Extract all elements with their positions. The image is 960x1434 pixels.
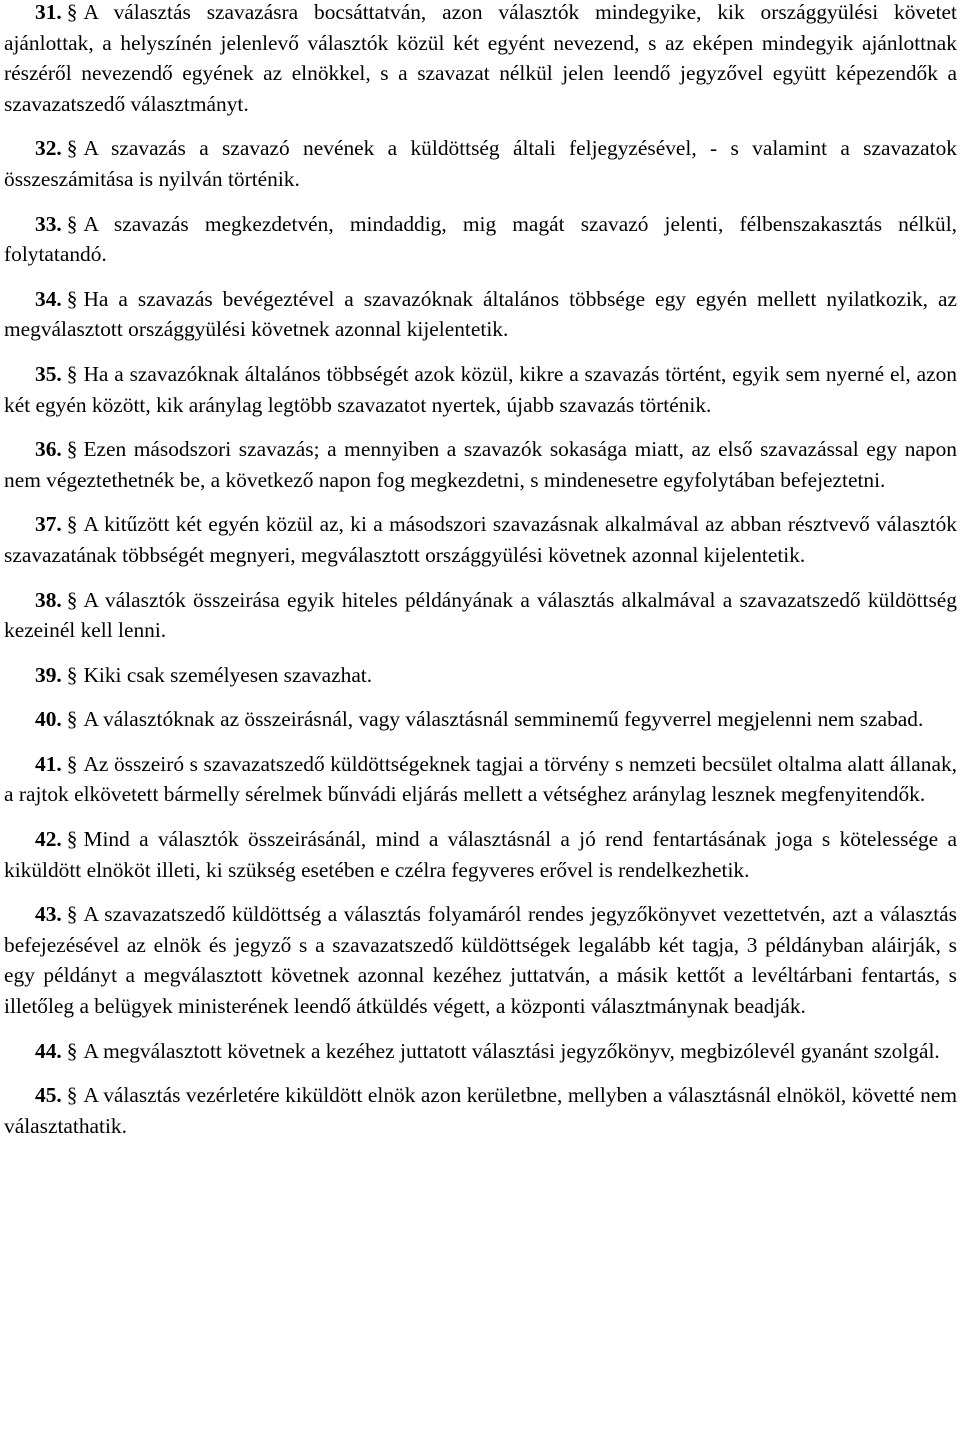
article-number: 41. (35, 751, 62, 776)
article-42 (4, 824, 957, 885)
article-number: 43. (35, 902, 62, 927)
article-text: A választás vezérletére kiküldött elnök azon kerületbne, mellyben a választásnál elnököl, követté nem választathatik. (4, 1083, 957, 1138)
section-sign: § (66, 512, 78, 537)
article-text: A kitűzött két egyén közül az, ki a másodszori szavazásnak alkalmával az abban résztvevő választók szavazatának többségét megnyeri, megválasztott országgyülési követnek azonnal kijelentetik. (4, 512, 957, 567)
article-38 (4, 585, 957, 646)
article-43 (4, 899, 957, 1021)
article-text: Az összeiró s szavazatszedő küldöttségeknek tagjai a törvény s nemzeti becsület oltalma alatt állanak, a rajtok elkövetett bármelly sérelmek bűnvádi eljárás mellett a vétséghez aránylag lesznek megfenyitendők. (4, 751, 957, 807)
article-34 (4, 284, 957, 345)
article-35 (4, 359, 957, 420)
article-number: 31. (35, 0, 62, 24)
article-33 (4, 209, 957, 270)
article-number: 37. (35, 512, 62, 537)
article-41 (4, 749, 957, 810)
article-text: Mind a választók összeirásánál, mind a választásnál a jó rend fentartásának joga s kötelessége a kiküldött elnököt illeti, ki szükség esetében e czélra fegyveres erővel is rendelkezhetik. (4, 827, 957, 882)
article-45 (4, 1080, 957, 1141)
article-text: A választás szavazásra bocsáttatván, azon választók mindegyike, kik országgyülési követet ajánlottak, a helyszínén jelenlevő választók közül két egyént nevezend, s az eképen mindegyik ajánlottnak részéről nevezendő egyének az elnökkel, s a szavazat nélkül jelen leendő jegyzővel együtt képezendők a szavazatszedő választmányt. (4, 0, 957, 116)
article-text: Ha a szavazóknak általános többségét azok közül, kikre a szavazás történt, egyik sem nyerné el, azon két egyén között, kik aránylag legtöbb szavazatot nyertek, újabb szavazás történik. (4, 361, 957, 417)
section-sign: § (66, 437, 78, 462)
article-number: 42. (35, 827, 62, 852)
section-sign: § (66, 827, 78, 852)
article-text: A szavazatszedő küldöttség a választás folyamáról rendes jegyzőkönyvet vezettetvén, azt a választás befejezésével az elnök és jegyző s a szavazatszedő küldöttségek legalább két tagja, 3 példányban aláirják, s egy példányt a megválasztott követnek azonnal kezéhez juttatván, a másik kettőt a levéltárbani fentartás, s illetőleg a belügyek ministerének leendő átküldés végett, a központi választmánynak beadják. (4, 902, 957, 1019)
section-sign: § (66, 1038, 78, 1063)
article-37 (4, 509, 957, 570)
section-sign: § (66, 286, 78, 311)
article-number: 36. (35, 437, 62, 462)
article-text: A választók összeirása egyik hiteles példányának a választás alkalmával a szavazatszedő küldöttség kezeinél kell lenni. (4, 587, 957, 643)
section-sign: § (66, 587, 78, 612)
article-number: 35. (35, 361, 62, 386)
section-sign: § (66, 751, 78, 776)
section-sign: § (66, 0, 78, 24)
article-36 (4, 434, 957, 495)
section-sign: § (66, 707, 78, 732)
section-sign: § (66, 902, 78, 927)
article-text: Ezen másodszori szavazás; a mennyiben a szavazók sokasága miatt, az első szavazással egy napon nem végeztethetnék be, a következő napon fog megkezdetni, s mindenesetre egyfolytában befejeztetni. (4, 437, 957, 492)
article-number: 40. (35, 707, 62, 732)
article-text: Kiki csak személyesen szavazhat. (83, 662, 373, 687)
article-44 (4, 1036, 957, 1067)
section-sign: § (66, 361, 78, 386)
article-number: 34. (35, 286, 62, 311)
article-31 (4, 0, 957, 119)
article-text: A szavazás megkezdetvén, mindaddig, mig magát szavazó jelenti, félbenszakasztás nélkül, folytatandó. (4, 211, 957, 267)
article-32 (4, 133, 957, 194)
article-text: A megválasztott követnek a kezéhez juttatott választási jegyzőkönyv, megbizólevél gyanánt szolgál. (83, 1038, 940, 1063)
section-sign: § (66, 211, 78, 236)
article-text: A szavazás a szavazó nevének a küldöttség általi feljegyzésével, - s valamint a szavazatok összeszámitása is nyilván történik. (4, 136, 957, 191)
article-number: 45. (35, 1083, 62, 1108)
section-sign: § (66, 136, 78, 161)
article-number: 33. (35, 211, 62, 236)
section-sign: § (66, 1083, 78, 1108)
section-sign: § (66, 662, 78, 687)
article-number: 39. (35, 662, 62, 687)
article-text: A választóknak az összeirásnál, vagy választásnál semminemű fegyverrel megjelenni nem szabad. (83, 707, 924, 732)
article-39 (4, 660, 957, 691)
article-text: Ha a szavazás bevégeztével a szavazóknak általános többsége egy egyén mellett nyilatkozik, az megválasztott országgyülési követnek azonnal kijelentetik. (4, 286, 957, 342)
article-number: 32. (35, 136, 62, 161)
article-40 (4, 704, 957, 735)
article-number: 44. (35, 1038, 62, 1063)
article-number: 38. (35, 587, 62, 612)
